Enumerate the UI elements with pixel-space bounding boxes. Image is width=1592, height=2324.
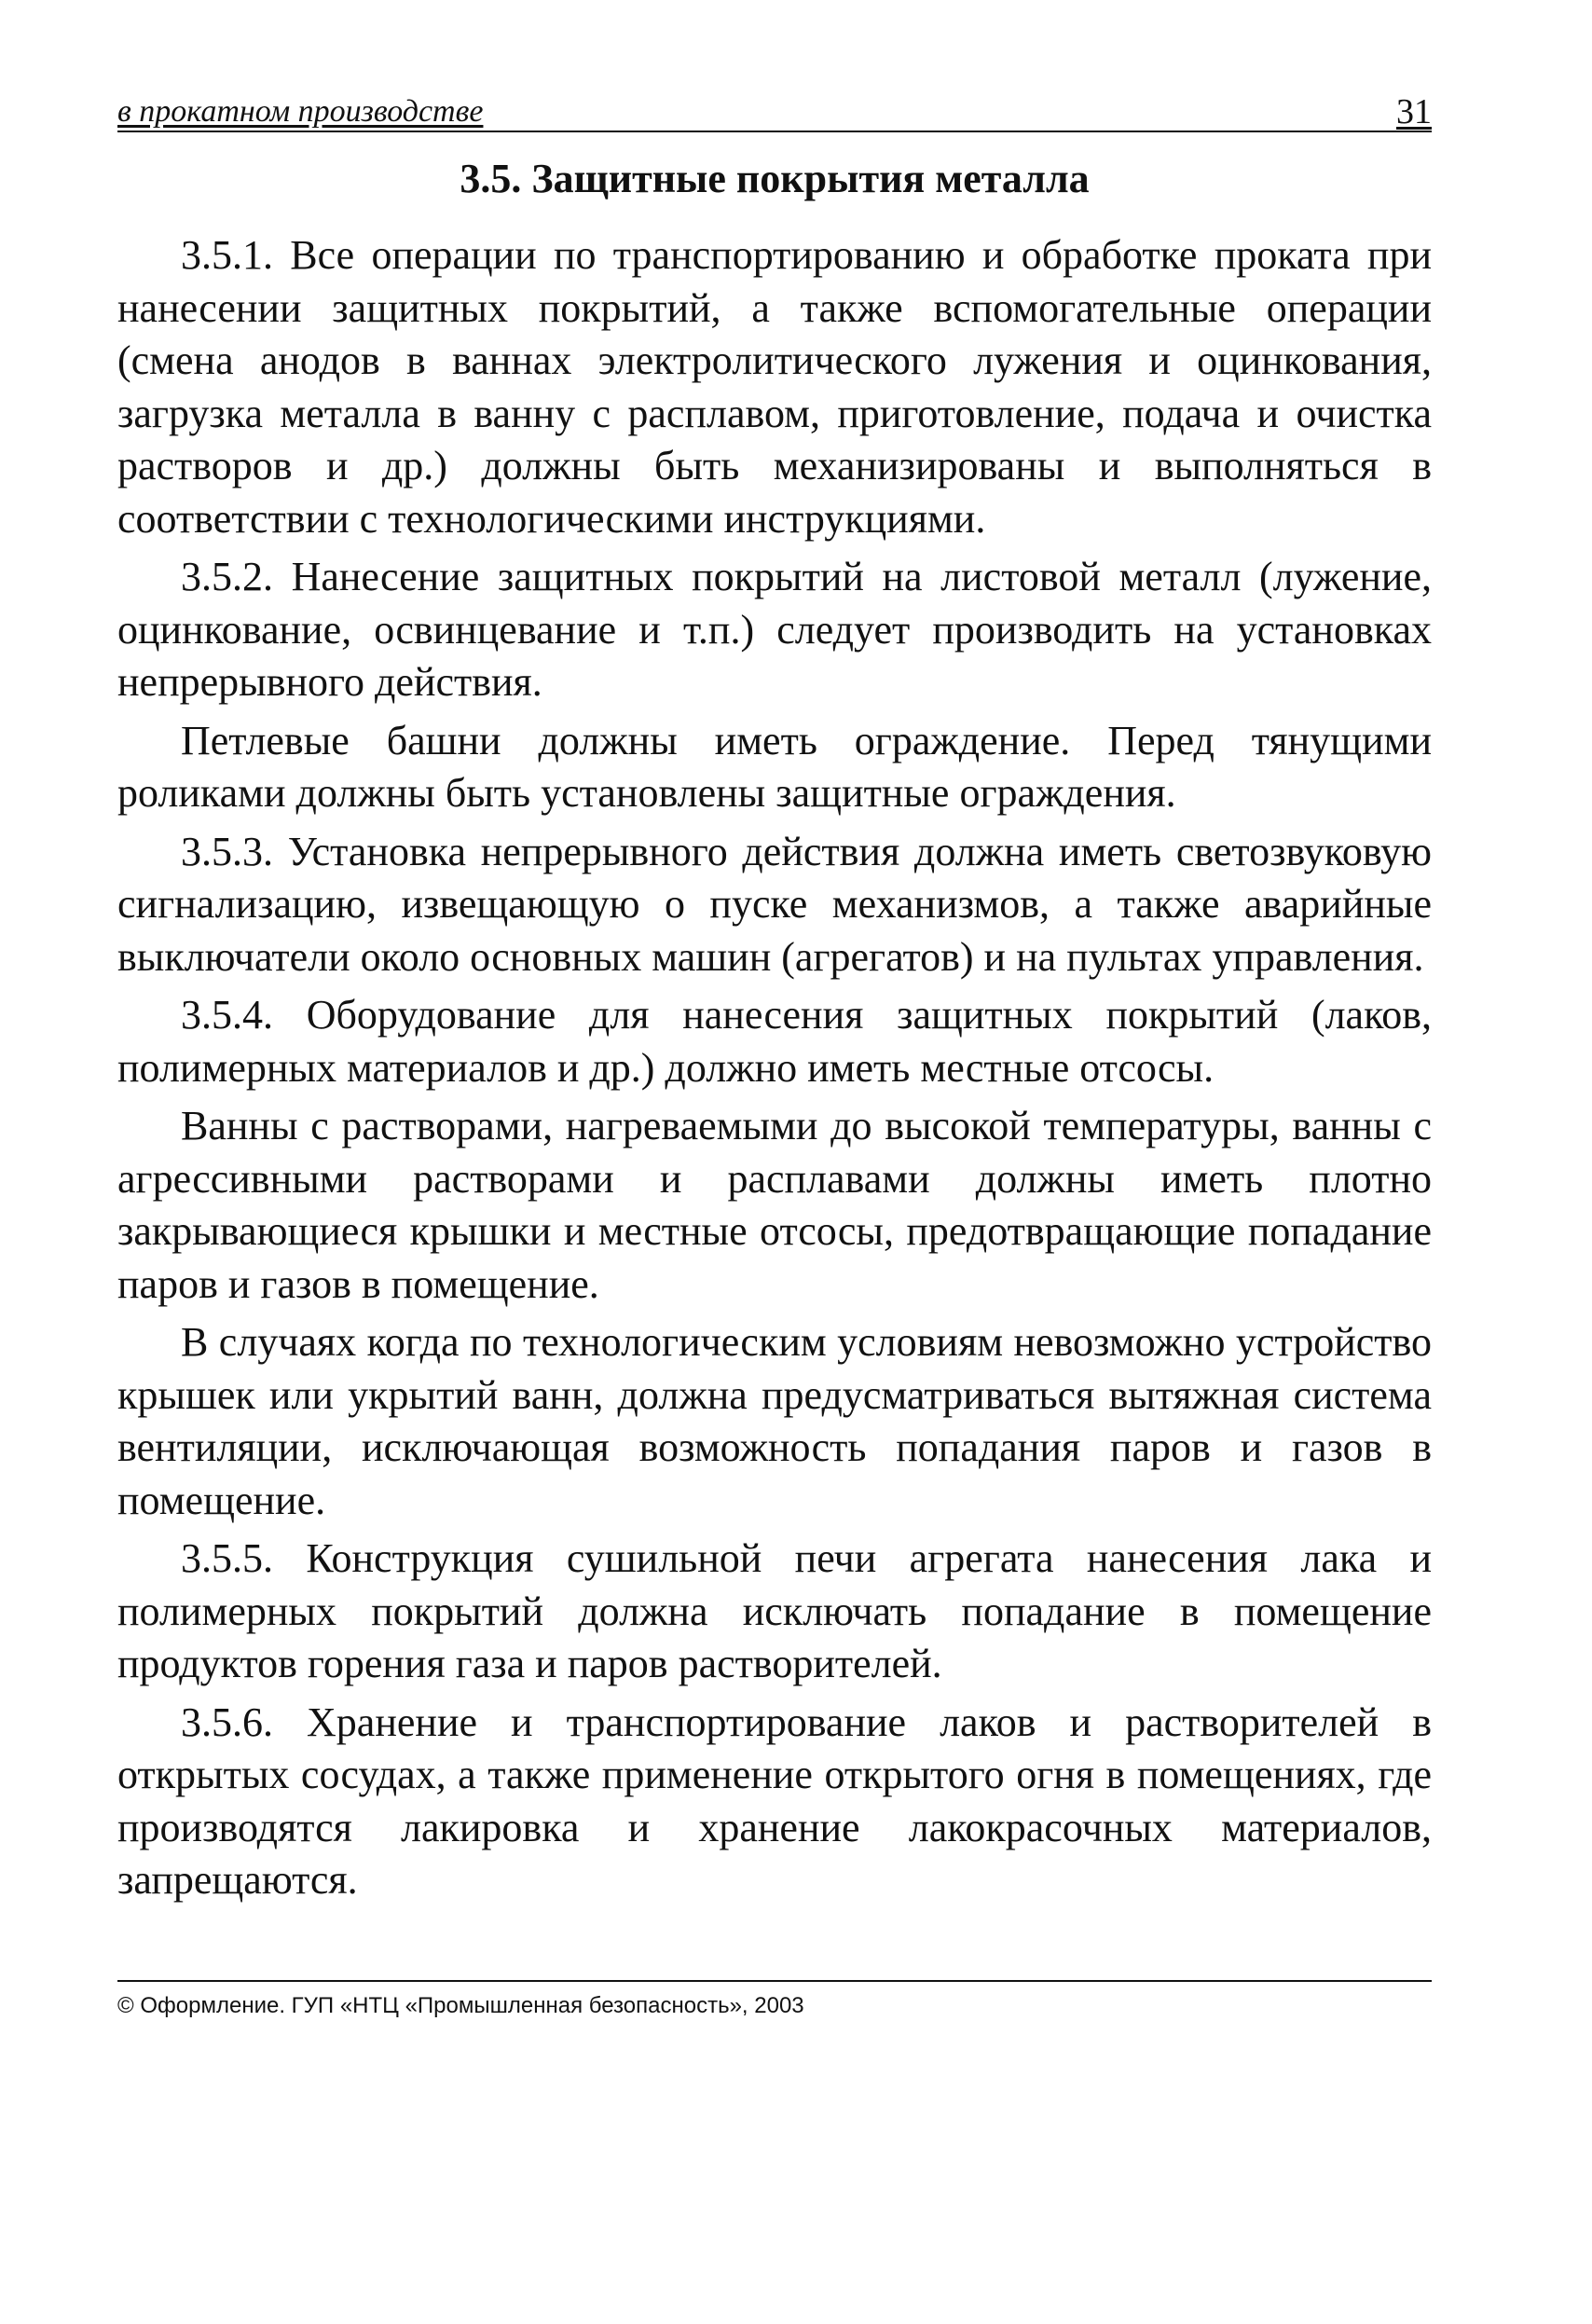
paragraph-3-5-4: 3.5.4. Оборудование для нанесения защитных покрытий (лаков, полимерных материалов и др.) должно иметь местные отсосы. bbox=[117, 992, 1432, 1091]
paragraph-3-5-5: 3.5.5. Конструкция сушильной печи агрегата нанесения лака и полимерных покрытий должна исключать попадание в помещение продуктов горения газа и паров растворителей. bbox=[117, 1535, 1432, 1686]
paragraph-3-5-6: 3.5.6. Хранение и транспортирование лаков и растворителей в открытых сосудах, а также применение открытого огня в помещениях, где производятся лакировка и хранение лакокрасочных материалов, запрещаются. bbox=[117, 1698, 1432, 1903]
paragraph-ventilation: В случаях когда по технологическим условиям невозможно устройство крышек или укрытий ванн, должна предусматриваться вытяжная система вентиляции, исключающая возможность попадания паров и газов в помещение. bbox=[117, 1319, 1432, 1523]
paragraph-3-5-3: 3.5.3. Установка непрерывного действия должна иметь светозвуковую сигнализацию, извещающую о пуске механизмов, а также аварийные выключатели около основных машин (агрегатов) и на пультах управления. bbox=[117, 828, 1432, 980]
footer-divider bbox=[117, 1980, 1432, 1982]
page-number: 31 bbox=[1396, 92, 1432, 131]
paragraph-3-5-2: 3.5.2. Нанесение защитных покрытий на листовой металл (лужение, оцинкование, освинцевание и т.п.) следует производить на установках непрерывного действия. bbox=[117, 554, 1432, 705]
running-header bbox=[117, 86, 1432, 132]
paragraph-loop-towers: Петлевые башни должны иметь ограждение. Перед тянущими роликами должны быть установлены защитные ограждения. bbox=[117, 717, 1432, 816]
paragraph-3-5-1: 3.5.1. Все операции по транспортированию и обработке проката при нанесении защитных покрытий, а также вспомогательные операции (смена анодов в ваннах электролитического лужения и оцинкования, загрузка металла в ванну с расплавом, приготовление, подача и очистка растворов и др.) должны быть механизированы и выполняться в соответствии с технологическими инструкциями. bbox=[117, 232, 1432, 542]
document-page bbox=[117, 86, 1432, 1913]
section-body bbox=[117, 229, 1432, 1907]
paragraph-baths: Ванны с растворами, нагреваемыми до высокой температуры, ванны с агрессивными растворами и расплавами должны иметь плотно закрывающиеся крышки и местные отсосы, предотвращающие попадание паров и газов в помещение. bbox=[117, 1103, 1432, 1307]
section-title: 3.5. Защитные покрытия металла bbox=[460, 156, 1090, 201]
running-title: в прокатном производстве bbox=[117, 94, 484, 129]
copyright-note: © Оформление. ГУП «НТЦ «Промышленная безопасность», 2003 bbox=[117, 1993, 804, 2018]
